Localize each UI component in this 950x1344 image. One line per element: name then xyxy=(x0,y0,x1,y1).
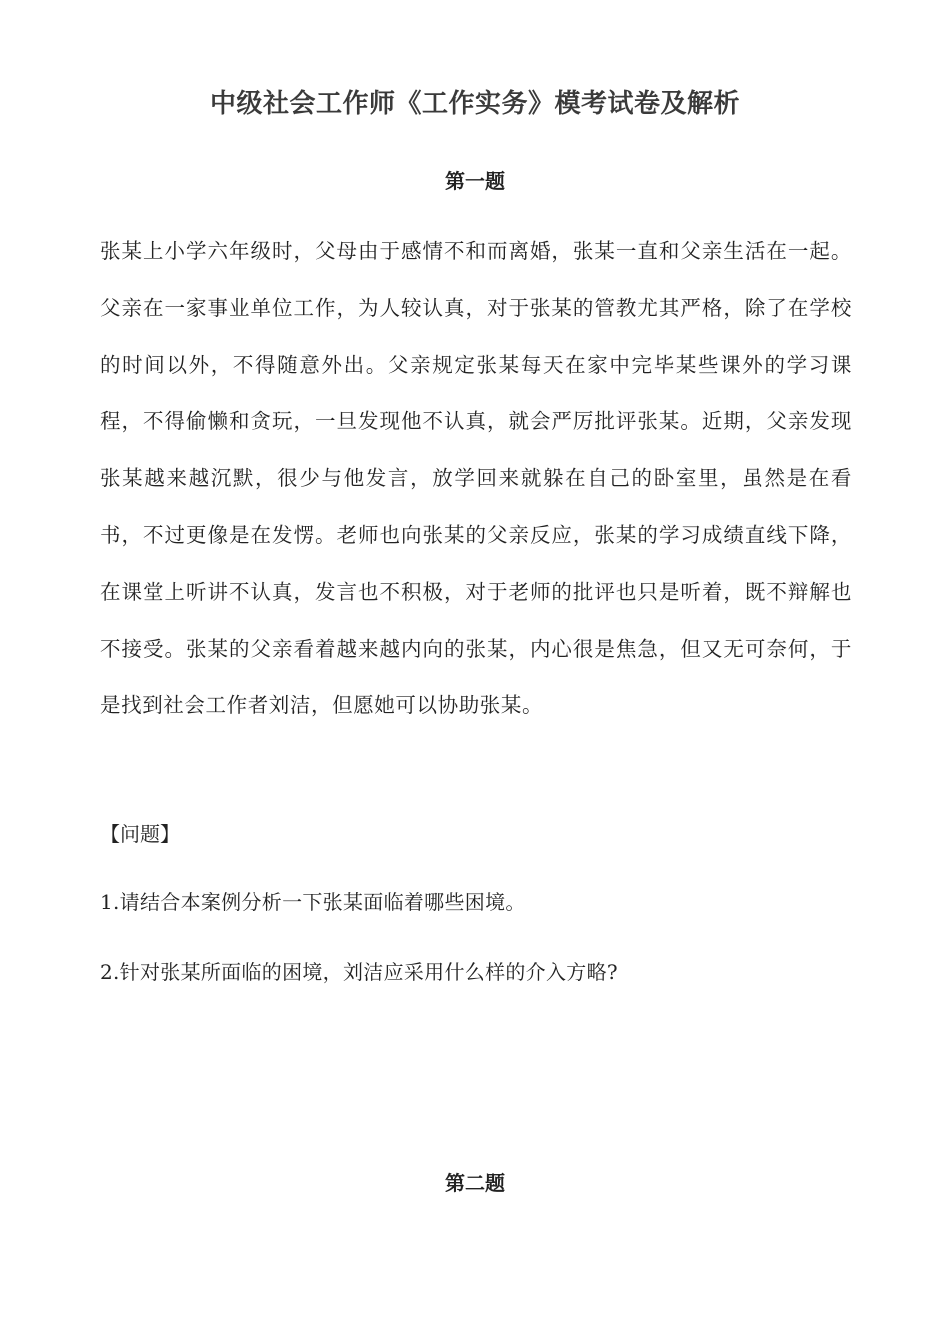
question-item-1: 1.请结合本案例分析一下张某面临着哪些困境。 xyxy=(100,890,526,914)
document-title: 中级社会工作师《工作实务》模考试卷及解析 xyxy=(209,89,740,119)
questions-label: 【问题】 xyxy=(100,822,180,846)
case-paragraph: 张某上小学六年级时，父母由于感情不和而离婚，张某一直和父亲生活在一起。父亲在一家事业单位工作，为人较认真，对于张某的管教尤其严格，除了在学校的时间以外，不得随意外出。父亲规定张某每天在家中完毕某些课外的学习课程，不得偷懒和贪玩，一旦发现他不认真，就会严厉批评张某。近期，父亲发现张某越来越沉默，很少与他发言，放学回来就躲在自己的卧室里，虽然是在看书，不过更像是在发愣。老师也向张某的父亲反应，张某的学习成绩直线下降，在课堂上听讲不认真，发言也不积极，对于老师的批评也只是听着，既不辩解也不接受。张某的父亲看着越来越内向的张某，内心很是焦急，但又无可奈何，于是找到社会工作者刘洁，但愿她可以协助张某。 xyxy=(100,239,852,718)
question-item-2: 2.针对张某所面临的困境，刘洁应采用什么样的介入方略? xyxy=(100,960,618,984)
section-heading-2: 第二题 xyxy=(445,1171,505,1195)
section-heading-1: 第一题 xyxy=(445,169,505,193)
